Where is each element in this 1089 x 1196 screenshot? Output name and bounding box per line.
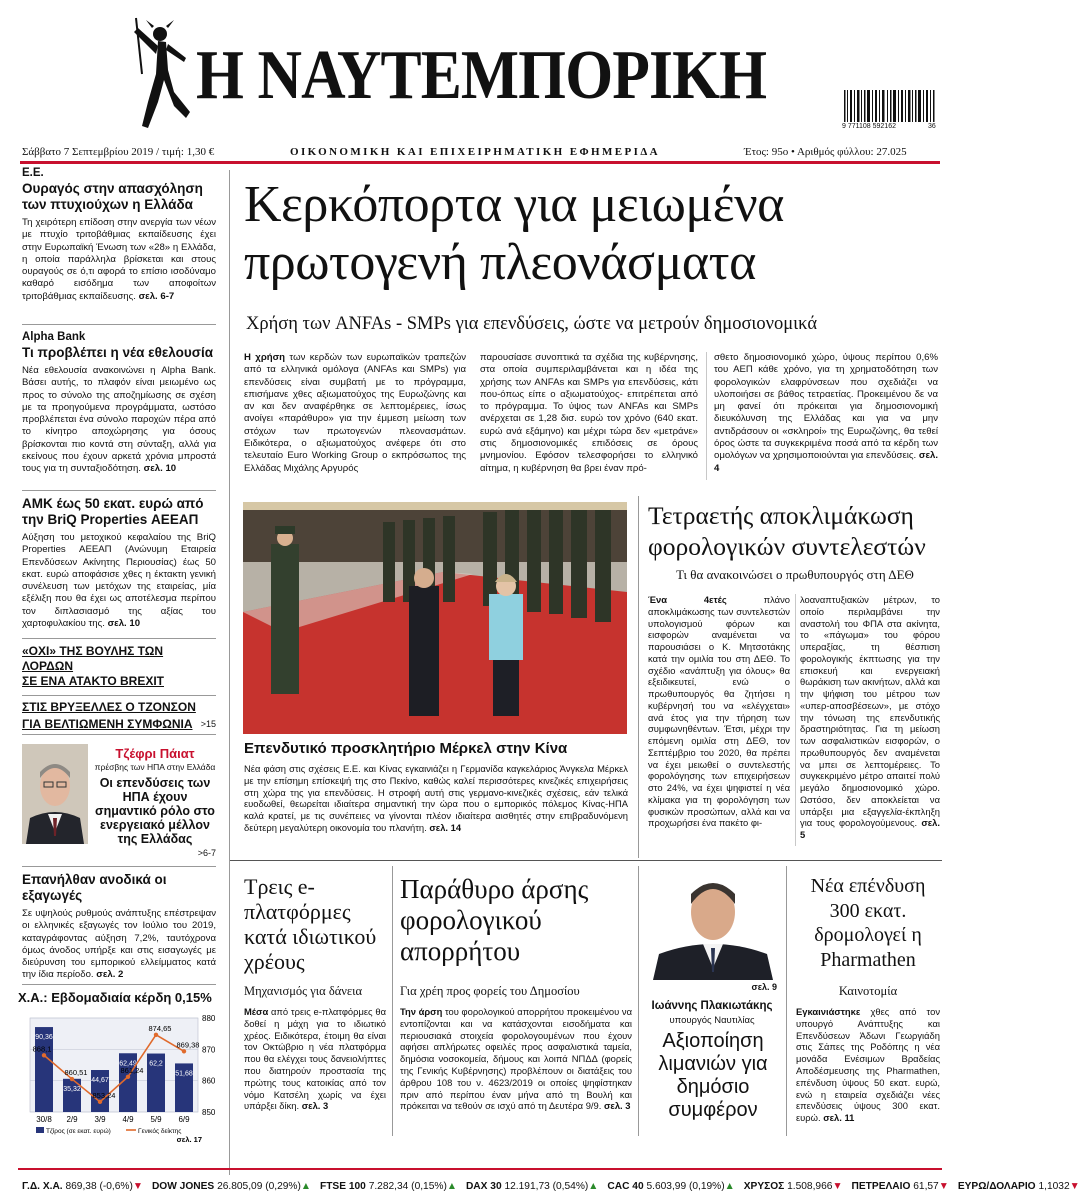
tax-headline-2[interactable]: φορολογικών συντελεστών [648,532,926,561]
legend-label: Τζίρος (σε εκατ. ευρώ) [46,1128,111,1135]
page-ref[interactable]: σελ. 3 [603,1100,631,1112]
story-headline[interactable]: Τι προβλέπει η νέα εθελουσία [22,345,214,360]
y-tick-label: 870 [202,1045,216,1055]
brexit-box[interactable] [22,644,216,733]
story-text: Αύξηση του μετοχικού κεφαλαίου της BriQ Properties ΑΕΕΑΠ (Ανώνυμη Εταιρεία Επενδύσεων Ακίνητης Περιουσίας) έως 50 εκατ. ευρώ αποφάσισε χθες η έκτακτη γενική συνέλευση των μετόχων της εταιρείας, μία εξέλιξη που θα έχει ως αποτέλεσμα περίπου τον διπλασιασμό της αξίας του χαρτοφυλακίου της. [22,532,216,630]
arrow-up-icon: ▲ [724,1181,735,1192]
ticker-value: 26.805,09 (0,29%) [217,1181,301,1192]
column-rule [229,170,230,1175]
debt-deck: Μηχανισμός για δάνεια [244,984,363,998]
x-tick-label: 5/9 [150,1115,162,1124]
ticker-item[interactable] [22,1181,143,1192]
index-label: 869,38 [176,1040,200,1050]
y-tick-label: 860 [202,1076,216,1086]
section-rule [230,860,942,861]
tax-col-1 [648,594,790,829]
ticker-item[interactable] [744,1181,843,1192]
column-rule [638,496,639,858]
divider [22,984,216,985]
y-tick-label: 880 [202,1014,216,1023]
lead-col-3 [714,352,938,475]
plakiotakis-photo [645,868,781,992]
lead-headline-2[interactable]: πρωτογενή πλεονάσματα [244,234,756,291]
ticker-name: DAX 30 [465,1181,505,1192]
ticker-value: 12.191,73 (0,54%) [504,1181,589,1192]
pharmathen-text-start: Εγκαινιάστηκε [796,1006,861,1017]
merkel-china-photo[interactable] [243,502,627,734]
barcode-extension: 36 [928,123,936,130]
secrecy-text: του φορολογικού απορρήτου προκειμένου να εντοπίζονται και να κατάσχονται εισοδήματα και περιουσιακά στοιχεία φορολογουμένων που έχουν αφήσει απλήρωτες οφειλές προς ασφαλιστικά ταμεία, δημόσια νοσοκομεία, δήμους και λοιπά ΝΠΔΔ (φορείς της Γενικής Κυβέρνησης) προβλέπουν οι διατάξεις του άρθρου 108 του ν. 4623/2019 οι οποίες ψηφίστηκαν πριν από περίπου έναν μήνα από τη Βουλή και πρόκειται να τεθούν σε ισχύ από τη Δευτέρα 9/9. [400,1006,633,1112]
ticker-value: 1,1032 [1038,1181,1070,1192]
brexit-line-1: «ΟΧΙ» ΤΗΣ ΒΟΥΛΗΣ ΤΩΝ ΛΟΡΔΩΝ [22,644,164,673]
arrow-down-icon: ▼ [1069,1181,1080,1192]
pharmathen-deck: Καινοτομία [838,984,898,998]
divider [22,324,216,325]
ticker-item[interactable] [152,1181,311,1192]
masthead-rule [20,161,940,164]
x-tick-label: 6/9 [178,1115,190,1124]
column-rule [638,866,639,1136]
photo-caption-title[interactable]: Επενδυτικό προσκλητήριο Μέρκελ στην Κίνα [244,740,568,757]
arrow-down-icon: ▼ [938,1181,949,1192]
barcode [842,90,942,132]
page-ref[interactable]: σελ. 10 [143,463,177,475]
page-ref[interactable]: >6-7 [197,848,216,858]
bar-label: 44,67 [91,1077,109,1085]
bar-label: 90,36 [35,1034,53,1042]
bar-label: 51,68 [175,1070,193,1078]
page-ref[interactable]: σελ. 11 [823,1112,855,1124]
lead-deck: Χρήση των ANFAs - SMPs για επενδύσεις, ώστε να μετρούν δημοσιονομικά [246,314,818,334]
ticker-value: 7.282,34 (0,15%) [368,1181,447,1192]
index-point [126,1075,130,1079]
page-ref[interactable]: >15 [200,719,216,729]
pyatt-photo [22,744,88,844]
index-point [70,1077,74,1081]
ticker-value: 5.603,99 (0,19%) [646,1181,725,1192]
secrecy-headline[interactable]: Παράθυρο άρσης φορολογικού απορρήτου [400,874,589,966]
x-tick-label: 3/9 [94,1115,106,1124]
arrow-down-icon: ▼ [132,1181,143,1192]
index-label: 860,51 [64,1068,88,1078]
ticker-value: 61,57 [913,1181,939,1192]
legend-label: Γενικός δείκτης [138,1128,182,1135]
chart-svg [18,1010,222,1150]
story-text: Σε υψηλούς ρυθμούς ανάπτυξης επέστρεψαν οι ελληνικές εξαγωγές τον Ιούλιο του 2019, καταγράφοντας αύξηση 7,2%, ταυτόχρονα όμως άνοδος υπήρξε και στις εισαγωγές με διεύρυνση του εμπορικού ελλείμματος κατά την ίδια περίοδο. [22,908,216,981]
story-headline[interactable]: ΑΜΚ έως 50 εκατ. ευρώ από την BriQ Properties ΑΕΕΑΠ [22,496,204,527]
brexit-line-2: ΣΕ ΕΝΑ ΑΤΑΚΤΟ BREXIT [22,674,164,688]
story-headline[interactable]: Επανήλθαν ανοδικά οι εξαγωγές [22,872,167,903]
pull-quote[interactable]: Αξιοποίηση λιμανιών για δημόσιο συμφέρον [658,1030,768,1121]
ticker-value: 1.508,966 [787,1181,833,1192]
debt-headline[interactable]: Τρεις e-πλατφόρμες κατά ιδιωτικού χρέους [244,874,377,974]
page-ref[interactable]: σελ. 4 [714,450,938,474]
divider [22,638,216,639]
index-label: 861,24 [120,1065,144,1075]
page-ref[interactable]: σελ. 14 [429,821,462,833]
arrow-up-icon: ▲ [446,1181,457,1192]
pharmathen-text: χθες από τον υπουργό Ανάπτυξης και Επενδύσεων Άδωνι Γεωργιάδη στις Σάπες της Ροδόπης η νέα μονάδα Ενέσιμων Βραδείας Αποδέσμευσης της Pharmathen, επένδυση ύψους 50 εκατ. ευρώ, ενώ η εταιρεία σχεδιάζει νέες επενδύσεις ύψους 300 εκατ. ευρώ. [796,1006,941,1124]
ticker-value: 869,38 (-0,6%) [65,1181,133,1192]
divider [22,866,216,867]
arrow-down-icon: ▼ [832,1181,843,1192]
page-ref[interactable]: σελ. 2 [96,969,124,981]
pharmathen-headline[interactable]: Νέα επένδυση 300 εκατ. δρομολογεί η Pharmathen [810,875,926,971]
market-ticker [22,1176,1080,1192]
ticker-name: Γ.Δ. Χ.Α. [22,1181,66,1192]
tax-text: λοαναπτυξιακών μέτρων, το οποίο περιλαμβάνει την αναστολή του ΦΠΑ στα ακίνητα, το «πάγωμα» του φόρου υπεραξίας, τη θέσπιση φορολογικής έκπτωσης για την επισκευή και ενεργειακή θωράκιση των ακινήτων, αλλά και την ψήφιση του μέτρου των «υπερ-αποσβέσεων», με στόχο την τόνωση της επενδυτικής δραστηριότητας. Για τη μείωση των ασφαλιστικών εισφορών, ο πρωθυπουργός δεν αναμένεται να μπει σε λεπτομέρειες. Το συγκεκριμένο μέτρο απαιτεί πολύ μεγάλο δημοσιονομικό χώρο. Ωστόσο, δεν αποκλείεται να υπάρξει μια εξαγγελία-έκπληξη για τους φορολογούμενους. [800,594,940,829]
divider [22,695,216,696]
ticker-name: ΕΥΡΩ/ΔΟΛΑΡΙΟ [957,1181,1039,1192]
page-ref[interactable]: σελ. 10 [107,618,141,630]
brexit-line-4: ΓΙΑ ΒΕΛΤΙΩΜΕΝΗ ΣΥΜΦΩΝΙΑ [22,717,193,731]
ticker-name: ΧΡΥΣΟΣ [743,1181,788,1192]
section-label: Ε.Ε. [22,167,44,179]
bar-label: 62,49 [119,1060,137,1068]
person-name: Τζέφρι Πάιατ [115,746,195,761]
page-ref[interactable]: σελ. 6-7 [138,290,175,302]
debt-text: από τρεις e-πλατφόρμες θα δοθεί η μάχη για το ιδιωτικό χρέος. Ειδικότερα, έτοιμη θα είναι τον Οκτώβριο η νέα πλατφόρμα που θα ελέγχει τους δανειολήπτες που διατηρούν προστασία της πρώτης τους κατοικίας από τον νόμο Κατσέλη χωρίς να έχει υπάρξει δίκη. [244,1006,386,1112]
column-rule [786,866,787,1136]
masthead-subtitle: ΟΙΚΟΝΟΜΙΚΗ ΚΑΙ ΕΠΙΧΕΙΡΗΜΑΤΙΚΗ ΕΦΗΜΕΡΙΔΑ [290,146,660,158]
eu-story [22,166,216,303]
chart-title: Χ.Α.: Εβδομαδιαία κέρδη 0,15% [18,990,212,1005]
ticker-name: ΠΕΤΡΕΛΑΙΟ [851,1181,914,1192]
page-ref: σελ. 17 [176,1135,202,1144]
debt-text-start: Μέσα [244,1006,269,1017]
hermes-logo [128,14,196,136]
story-body [22,908,216,982]
alpha-story [22,330,216,476]
market-chart [18,990,222,1158]
index-label: 868,1 [32,1044,52,1054]
lead-headline-1[interactable]: Κερκόπορτα για μειωμένα [244,176,784,233]
lead-col-2 [480,352,698,475]
page-ref[interactable]: σελ. 5 [800,817,940,840]
person-role: πρέσβης των ΗΠΑ στην Ελλάδα [94,762,216,772]
x-tick-label: 4/9 [122,1115,134,1124]
bar-label: 35,32 [63,1085,81,1093]
story-text: Τη χειρότερη επίδοση στην ανεργία των νέων με πτυχίο τριτοβάθμιας εκπαίδευσης έχει στην Ευρωπαϊκή Ένωση των «28» η Ελλάδα, η οποία παράλληλα βρίσκεται και στους ουραγούς σε ό,τι αφορά το επίσιο ισοδύναμο καθαρό εισόδημα των αποφοίτων τριτοβάθμιας εκπαίδευσης. [22,217,216,302]
section-label: Alpha Bank [22,331,86,343]
ticker-item[interactable] [958,1181,1080,1192]
secrecy-body [400,1006,632,1112]
date-price: Σάββατο 7 Σεπτεμβρίου 2019 / τιμή: 1,30 € [22,146,215,158]
index-point [98,1100,102,1104]
divider [22,490,216,491]
y-tick-label: 850 [202,1108,216,1117]
index-label: 874,65 [148,1023,172,1033]
index-point [182,1049,186,1053]
masthead-title: Η ΝΑΥΤΕΜΠΟΡΙΚΗ [196,37,767,114]
ticker-name: FTSE 100 [319,1181,369,1192]
pharmathen-body [796,1006,940,1124]
exports-story [22,872,216,982]
index-label: 853,24 [92,1090,116,1100]
ticker-name: DOW JONES [151,1181,218,1192]
page-ref[interactable]: σελ. 9 [751,982,777,992]
tax-headline-1[interactable]: Τετραετής αποκλιμάκωση [648,501,914,530]
index-point [42,1053,46,1057]
story-body [22,217,216,303]
ticker-item[interactable] [466,1181,598,1192]
ticker-item[interactable] [852,1181,949,1192]
pull-quote[interactable]: Οι επενδύσεις των ΗΠΑ έχουν σημαντικό ρόλο στο ενεργειακό μέλλον της Ελλάδας [95,776,215,846]
barcode-number: 9 771108 592162 [842,123,896,130]
index-point [154,1033,158,1037]
ticker-top-rule [18,1168,942,1170]
legend-swatch-bars [36,1127,44,1133]
issue-info: Έτος: 95ο • Αριθμός φύλλου: 27.025 [744,146,907,158]
bar-label: 62,2 [149,1060,163,1068]
x-tick-label: 2/9 [66,1115,78,1124]
column-rule [392,866,393,1136]
tax-text: πλάνο αποκλιμάκωσης των συντελεστών υπολογισμού φόρων και εισφορών αναμένεται να παρουσιάσει ο Κ. Μητσοτάκης κατά την ομιλία του στη ΔΕΘ. Το σχέδιο «ανάπτυξη για όλους» θα εξειδικευτεί, ενώ ο πρωθυπουργός θα ζητήσει η κυβέρνησή του να «ελέγχεται» ανά έτος για την τήρηση των συμφωνηθέντων. Έτσι, μέχρι την επόμενη ομιλία στη ΔΕΘ, τον Σεπτέμβριο του 2020, θα πρέπει να έχει μειωθεί ο συντελεστής φορολόγησης των επιχειρήσεων στο 24%, να έχει ψηφιστεί η νέα κλίμακα για τη φορολόγηση των φυσικών προσώπων, αλλά και να προχωρήσει ένα πακέτο φι- [648,594,791,829]
story-text: Νέα εθελουσία ανακοινώνει η Alpha Bank. Βάσει αυτής, το πλαφόν είναι μειωμένο ως προς το σύνολο της αποζημίωσης σε σχέση με τα προηγούμενα προγράμματα, ωστόσο προβλέπεται ένα σύνολο παροχών πέρα από το κίνητρο αποχώρησης για όσους βρίσκονται πιο κοντά στη σύνταξη, αλλά για εκείνους που έχουν αρκετά χρόνια μπροστά τους για τη συνταξιοδότηση. [22,365,216,475]
amk-story [22,496,216,630]
page-ref[interactable]: σελ. 3 [301,1100,329,1112]
ticker-item[interactable] [607,1181,734,1192]
column-rule [795,594,796,846]
photo-caption [244,763,628,834]
story-body [22,365,216,476]
person-name: Ιωάννης Πλακιωτάκης [651,1000,773,1012]
ticker-name: CAC 40 [607,1181,647,1192]
tax-deck: Τι θα ανακοινώσει ο πρωθυπουργός στη ΔΕΘ [676,567,914,582]
column-rule [706,352,707,480]
lead-text: σθετο δημοσιονομικό χώρο, ύψους περίπου 0,6% του ΑΕΠ κάθε χρόνο, για τη χρηματοδότηση των φορολογικών ελαφρύνσεων που σχεδιάζει να υλοποιήσει σε βάθος τετραετίας. Προκειμένου δε να μη φανεί ότι πρόκειται για δημοσιονομική διευκόλυνση της Ελλάδας και για να μην αντιδράσουν οι «σκληροί» της Ευρωζώνης, θα τεθεί όρος ώστε τα συγκεκριμένα ποσά από τα κέρδη των ομολόγων να χρησιμοποιούνται για επενδύσεις. [714,352,938,462]
arrow-up-icon: ▲ [588,1181,599,1192]
caption-text: Νέα φάση στις σχέσεις Ε.Ε. και Κίνας εγκαινιάζει η Γερμανίδα καγκελάριος Άνγκελα Μέρκελ με την επίσημη επίσκεψή της στο Πεκίνο, καθώς καλεί περισσότερες κινεζικές επιχειρήσεις στη χώρα της για επενδύσεις. Η στροφή αυτή στις γερμανο-κινεζικές σχέσεις, εάν τελικά ευοδωθεί, θεωρείται ιδιαίτερα σημαντική την ώρα που ο εμπορικός πόλεμος Κίνας-ΗΠΑ καλά κρατεί, με τις συνέπειες να γίνονται πλέον ιδιαίτερα αισθητές στην επιβραδυνόμενη δεύτερη μεγαλύτερη οικονομία του πλανήτη. [244,763,628,833]
story-headline[interactable]: Ουραγός στην απασχόληση των πτυχιούχων η Ελλάδα [22,181,203,212]
secrecy-deck: Για χρέη προς φορείς του Δημοσίου [400,984,580,998]
x-tick-label: 30/8 [36,1115,52,1124]
divider [22,734,216,735]
story-body [22,532,216,630]
debt-body [244,1006,386,1112]
tax-col-2 [800,594,940,841]
lead-col-1 [244,352,466,475]
lead-text: παρουσίασε συνοπτικά τα σχέδια της κυβέρνησης, στα οποία συμπεριλαμβάνεται και η ιδέα της χρήσης των ANFAs και SMPs για επενδύσεις, κάτι που-όπως είπε ο αξιωματούχος- επιτρέπεται από το πρόγραμμα. Το ύψος των ANFAs και SMPs ανέρχεται σε 1,28 δισ. ευρώ τον χρόνο (640 εκατ. ευρώ ανά εξάμηνο) και μέχρι τώρα δεν «μετράνε» στις δημοσιονομικές επιδόσεις σε όρους μνημονίου. Εφόσον τελεσφορήσει το ελληνικό αίτημα, η κυβέρνηση θα βρει έναν πρό- [480,352,698,474]
arrow-up-icon: ▲ [300,1181,311,1192]
lead-text: των κερδών των ευρωπαϊκών τραπεζών από τα ελληνικά ομόλογα (ANFAs και SMPs) για επενδύσεις είναι συμβατή με το πρόγραμμα, επισήμανε χθες αξιωματούχος της Ευρωζώνης και αν και δεν αναφέρθηκε σε λεπτομέρειες, ίσως ανοίγει «παράθυρο» για την έμμεση μείωση των στόχων των πρωτογενών πλεονασμάτων. Ειδικότερα, ο αξιωματούχος ανέφερε ότι στο τελευταίο Euro Working Group ο εκπρόσωπος της Ελλάδας Μιχάλης Αργυρός [244,352,466,474]
brexit-line-3: ΣΤΙΣ ΒΡΥΞΕΛΛΕΣ Ο ΤΖΟΝΣΟΝ [22,700,196,714]
tax-text-start: Ένα 4ετές [648,594,727,605]
ticker-item[interactable] [320,1181,457,1192]
person-role: υπουργός Ναυτιλίας [669,1015,755,1026]
lead-text-start: Η χρήση [244,352,286,363]
secrecy-text-start: Την άρση [400,1006,443,1017]
